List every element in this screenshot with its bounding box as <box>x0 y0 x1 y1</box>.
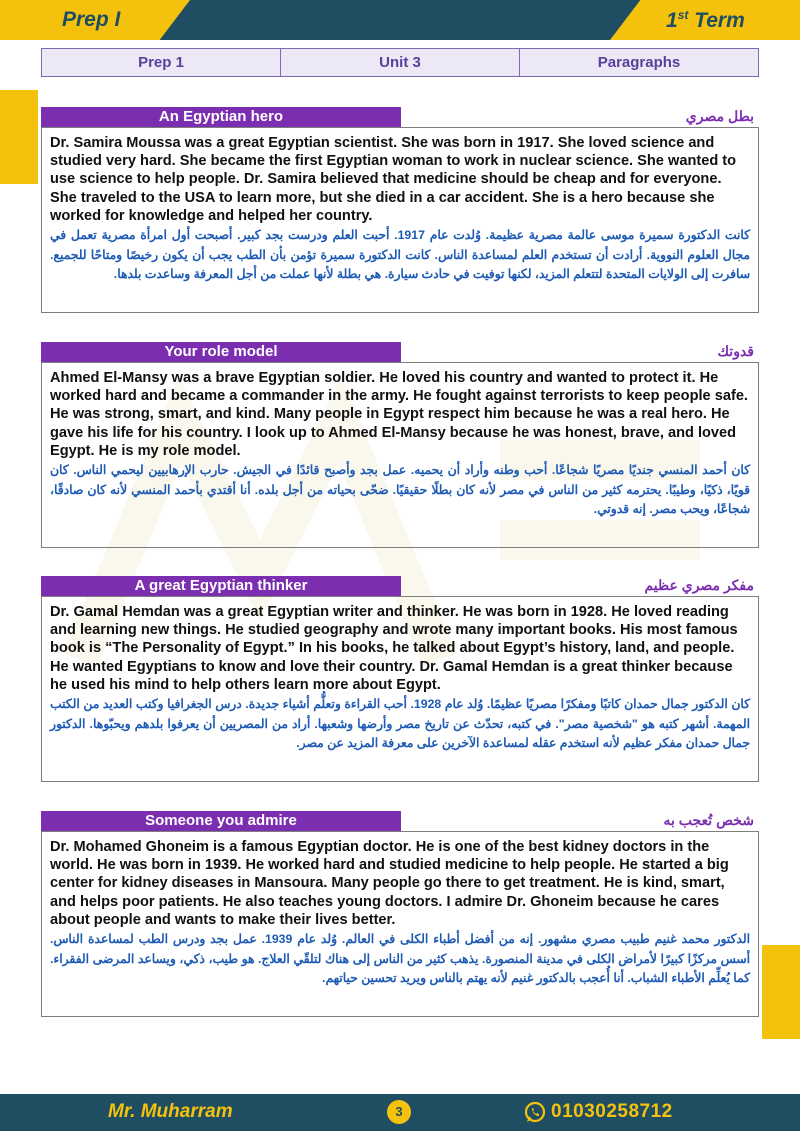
left-side-tab <box>0 90 38 184</box>
paragraph-box-role-model <box>41 362 759 548</box>
right-side-tab <box>762 945 800 1039</box>
header-term: 1st Term <box>666 8 745 32</box>
paragraph-arabic: الدكتور محمد غنيم طبيب مصري مشهور. إنه من أفضل أطباء الكلى في العالم. وُلد عام 1939. عمل بجد ودرس الطب لمساعدة الناس. أسس مركزًا كبيرًا لأمراض الكلى في مدينة المنصورة. يذهب كثير من الناس إلى هناك لتلقّي العلاج. هو طيب، ذكي، ويساعد المرضى الفقراء. كما يُعلِّم الأطباء الشباب. أنا أُعجب بالدكتور غنيم لأنه يهتم بالناس ويريد تحسين حياتهم. <box>50 932 750 986</box>
section-title-role-model: Your role model <box>41 342 401 362</box>
info-table <box>41 48 759 77</box>
section-title-ar-admire: شخص تُعجب به <box>663 812 754 828</box>
section-title-egyptian-hero: An Egyptian hero <box>41 107 401 127</box>
section-title-admire: Someone you admire <box>41 811 401 831</box>
section-title-thinker: A great Egyptian thinker <box>41 576 401 596</box>
paragraph-english: Dr. Mohamed Ghoneim is a famous Egyptian doctor. He is one of the best kidney doctors in the world. He was born in 1939. He worked hard and studied medicine to help people. He started a big center for kidney diseases in Mansoura. Many people go there to get treatment. He is kind, smart, and helps poor patients. He also teaches young doctors. I admire Dr. Ghoneim because he cares about people and wants to make their lives better. <box>50 839 729 928</box>
whatsapp-icon <box>524 1101 546 1123</box>
section-title-ar-thinker: مفكر مصري عظيم <box>644 577 754 593</box>
paragraph-box-thinker <box>41 596 759 782</box>
header-grade: Prep I <box>62 8 121 31</box>
section-title-ar-egyptian-hero: بطل مصري <box>685 108 754 124</box>
info-grade: Prep 1 <box>42 49 281 76</box>
paragraph-arabic: كان أحمد المنسي جنديًا مصريًا شجاعًا. أحب وطنه وأراد أن يحميه. عمل بجد وأصبح قائدًا في الجيش. حارب الإرهابيين ليحمي الناس. كان قويًا، ذكيًا، وطيبًا. يحترمه كثير من الناس في مصر لأنه كان بطلًا حقيقيًا. ضحّى بحياته من أجل بلده. أنا أقتدي بأحمد المنسي لأنه كان صادقًا، شجاعًا، ويحب مصر. إنه قدوتي. <box>50 463 750 517</box>
footer-phone: 01030258712 <box>551 1101 673 1122</box>
info-topic: Paragraphs <box>597 54 681 71</box>
paragraph-box-egyptian-hero <box>41 127 759 313</box>
footer-teacher-name: Mr. Muharram <box>108 1101 233 1122</box>
paragraph-english: Dr. Samira Moussa was a great Egyptian scientist. She was born in 1917. She loved science and studied very hard. She became the first Egyptian woman to work in nuclear science. She wanted to use science to help people. Dr. Samira believed that medicine should be cheap and for everyone. She traveled to the USA to learn more, but she died in a car accident. She is a hero because she worked for knowledge and helped her country. <box>50 135 737 224</box>
paragraph-arabic: كان الدكتور جمال حمدان كاتبًا ومفكرًا مصريًا عظيمًا. وُلد عام 1928. أحب القراءة وتعلُّم أشياء جديدة. درس الجغرافيا وكتب العديد من الكتب المهمة. أشهر كتبه هو "شخصية مصر". في كتبه، تحدّث عن تاريخ مصر وأرضها وشعبها. أراد من المصريين أن يعرفوا بلدهم ويحبّوها. الدكتور جمال حمدان مفكر عظيم لأنه استخدم عقله لمساعدة الآخرين على معرفة المزيد عن مصر. <box>50 697 750 751</box>
page-number: 3 <box>387 1100 411 1124</box>
info-unit: Unit 3 <box>281 49 520 76</box>
paragraph-english: Dr. Gamal Hemdan was a great Egyptian writer and thinker. He was born in 1928. He loved reading and learning new things. He studied geography and wrote many important books. His most famous book is “The Personality of Egypt.” In his books, he talked about Egypt’s history, land, and people. He wanted Egyptians to know and love their country. Dr. Gamal Hemdan is a great thinker because he used his mind to help others learn more about Egypt. <box>50 604 738 693</box>
section-title-ar-role-model: قدوتك <box>717 343 754 359</box>
paragraph-box-admire <box>41 831 759 1017</box>
paragraph-arabic: كانت الدكتورة سميرة موسى عالمة مصرية عظيمة. وُلدت عام 1917. أحبت العلم ودرست بجد كبير. أصبحت أول امرأة مصرية تعمل في مجال العلوم النووية. أرادت أن تستخدم العلم لمساعدة الناس. كانت الدكتورة سميرة تؤمن بأن الطب يجب أن يكون رخيصًا ومتاحًا للجميع. سافرت إلى الولايات المتحدة لتتعلم المزيد، لكنها توفيت في حادث سيارة. هي بطلة لأنها عملت من أجل المعرفة وساعدت بلدها. <box>50 228 750 282</box>
paragraph-english: Ahmed El-Mansy was a brave Egyptian soldier. He loved his country and wanted to protect it. He worked hard and became a commander in the army. He fought against terrorists to keep people safe. He was strong, smart, and kind. Many people in Egypt respect him because he was a real hero. He gave his life for his country. I look up to Ahmed El-Mansy because he was honest, brave, and loved Egypt. He is my role model. <box>50 370 748 459</box>
